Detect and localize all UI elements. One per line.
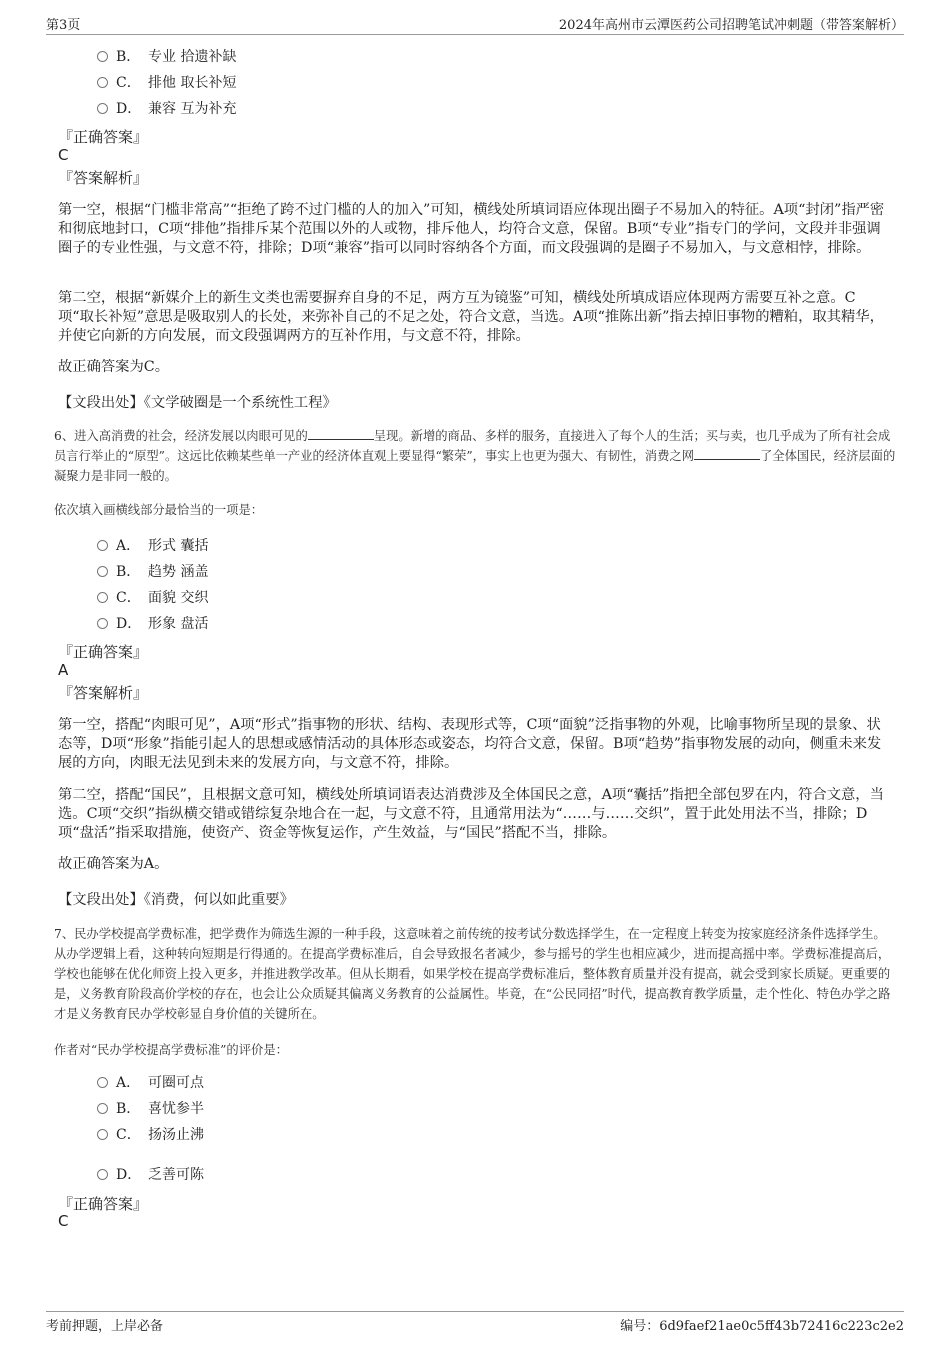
- radio-icon[interactable]: [97, 1077, 108, 1088]
- fill-blank: [694, 447, 760, 460]
- answer-value: C: [58, 146, 69, 164]
- option-b[interactable]: B． 趋势 涵盖: [97, 562, 208, 582]
- question-prompt: 作者对“民办学校提高学费标准”的评价是：: [54, 1043, 288, 1057]
- option-d[interactable]: D． 兼容 互为补充: [97, 99, 236, 119]
- page-number: 第3页: [46, 18, 81, 33]
- radio-icon[interactable]: [97, 51, 108, 62]
- answer-label: 『正确答案』: [58, 128, 149, 146]
- option-c[interactable]: C． 扬汤止沸: [97, 1125, 204, 1145]
- analysis-paragraph: 第一空，根据“门槛非常高”“拒绝了跨不过门槛的人的加入”可知，横线处所填词语应体现出圈子不易加入的特征。A项“封闭”指严密和彻底地封口，C项“排他”指排斥某个范围以外的人或物，排斥他人，均符合文意，保留。B项“专业”指专门的学问，文段并非强调圈子的专业性强，与文意不符，排除；D项“兼容”指可以同时容纳各个方面，而文段强调的是圈子不易加入，与文意相悖，排除。: [58, 202, 885, 256]
- radio-icon[interactable]: [97, 566, 108, 577]
- analysis-label: 『答案解析』: [58, 169, 149, 187]
- option-a[interactable]: A． 可圈可点: [97, 1073, 204, 1093]
- question-text: 7、民办学校提高学费标准，把学费作为筛选生源的一种手段，这意味着之前传统的按考试分数选择学生，在一定程度上转变为按家庭经济条件选择学生。从办学逻辑上看，这种转向短期是行得通的。在提高学费标准后，自会导致报名者减少，参与摇号的学生也相应减少，进而提高摇中率。学费标准提高后，学校也能够在优化师资上投入更多，并推进教学改革。但从长期看，如果学校在提高学费标准后，整体教育质量并没有提高，就会受到家长质疑。更重要的是，义务教育阶段高价学校的存在，也会让公众质疑其偏离义务教育的公益属性。毕竟，在“公民同招”时代，提高教育教学质量，走个性化、特色办学之路才是义务教育民办学校彰显自身价值的关键所在。: [54, 927, 891, 1021]
- answer-label: 『正确答案』: [58, 1195, 149, 1213]
- radio-icon[interactable]: [97, 103, 108, 114]
- source-citation: 【文段出处】《消费，何以如此重要》: [58, 892, 294, 908]
- radio-icon[interactable]: [97, 540, 108, 551]
- radio-icon[interactable]: [97, 1169, 108, 1180]
- answer-value: C: [58, 1212, 69, 1230]
- radio-icon[interactable]: [97, 618, 108, 629]
- radio-icon[interactable]: [97, 1129, 108, 1140]
- page-footer: [46, 1311, 904, 1335]
- question-text: 6、进入高消费的社会，经济发展以肉眼可见的 呈现。新增的商品、多样的服务，直接进入了每个人的生活；买与卖，也几乎成为了所有社会成员言行举止的“原型”。这远比依赖某些单一产业的经济体直观上要显得“繁荣”，事实上也更为强大、有韧性，消费之网 了全体国民，经济层面的凝聚力是非同一般的。: [54, 429, 896, 483]
- analysis-paragraph: 第二空，搭配“国民”，且根据文意可知，横线处所填词语表达消费涉及全体国民之意，A项“囊括”指把全部包罗在内，符合文意，当选。C项“交织”指纵横交错或错综复杂地合在一起，与文意不符，且通常用法为“……与……交织”，置于此处用法不当，排除；D项“盘活”指采取措施，使资产、资金等恢复运作，产生效益，与“国民”搭配不当，排除。: [58, 787, 884, 841]
- source-citation: 【文段出处】《文学破圈是一个系统性工程》: [58, 395, 337, 411]
- analysis-conclusion: 故正确答案为C。: [58, 359, 170, 375]
- radio-icon[interactable]: [97, 77, 108, 88]
- analysis-paragraph: 第一空，搭配“肉眼可见”，A项“形式”指事物的形状、结构、表现形式等，C项“面貌”泛指事物的外观，比喻事物所呈现的景象、状态等，D项“形象”指能引起人的思想或感情活动的具体形态或姿态，均符合文意，保留。B项“趋势”指事物发展的动向，侧重未来发展的方向，肉眼无法见到未来的发展方向，与文意不符，排除。: [58, 717, 882, 771]
- question-prompt: 依次填入画横线部分最恰当的一项是：: [54, 503, 264, 517]
- option-d[interactable]: D． 乏善可陈: [97, 1165, 204, 1185]
- option-b[interactable]: B． 专业 拾遗补缺: [97, 47, 236, 67]
- fill-blank: [308, 427, 374, 440]
- answer-label: 『正确答案』: [58, 643, 149, 661]
- document-id: 编号：6d9faef21ae0c5ff43b72416c223c2e2: [620, 1319, 904, 1334]
- answer-value: A: [58, 661, 69, 679]
- document-title: 2024年高州市云潭医药公司招聘笔试冲刺题（带答案解析）: [558, 18, 904, 33]
- analysis-label: 『答案解析』: [58, 684, 149, 702]
- analysis-paragraph: 第二空，根据“新媒介上的新生文类也需要摒弃自身的不足，两方互为镜鉴”可知，横线处所填成语应体现两方需要互补之意。C项“取长补短”意思是吸取别人的长处，来弥补自己的不足之处，符合文意，当选。A项“推陈出新”指去掉旧事物的糟粕，取其精华，并使它向新的方向发展，而文段强调两方的互补作用，与文意不符，排除。: [58, 290, 884, 344]
- radio-icon[interactable]: [97, 592, 108, 603]
- page-header: [46, 14, 904, 35]
- option-a[interactable]: A． 形式 囊括: [97, 536, 208, 556]
- option-b[interactable]: B． 喜忧参半: [97, 1099, 204, 1119]
- option-c[interactable]: C． 面貌 交织: [97, 588, 208, 608]
- option-d[interactable]: D． 形象 盘活: [97, 614, 208, 634]
- option-c[interactable]: C． 排他 取长补短: [97, 73, 236, 93]
- footer-slogan: 考前押题，上岸必备: [46, 1319, 164, 1334]
- radio-icon[interactable]: [97, 1103, 108, 1114]
- analysis-conclusion: 故正确答案为A。: [58, 856, 169, 872]
